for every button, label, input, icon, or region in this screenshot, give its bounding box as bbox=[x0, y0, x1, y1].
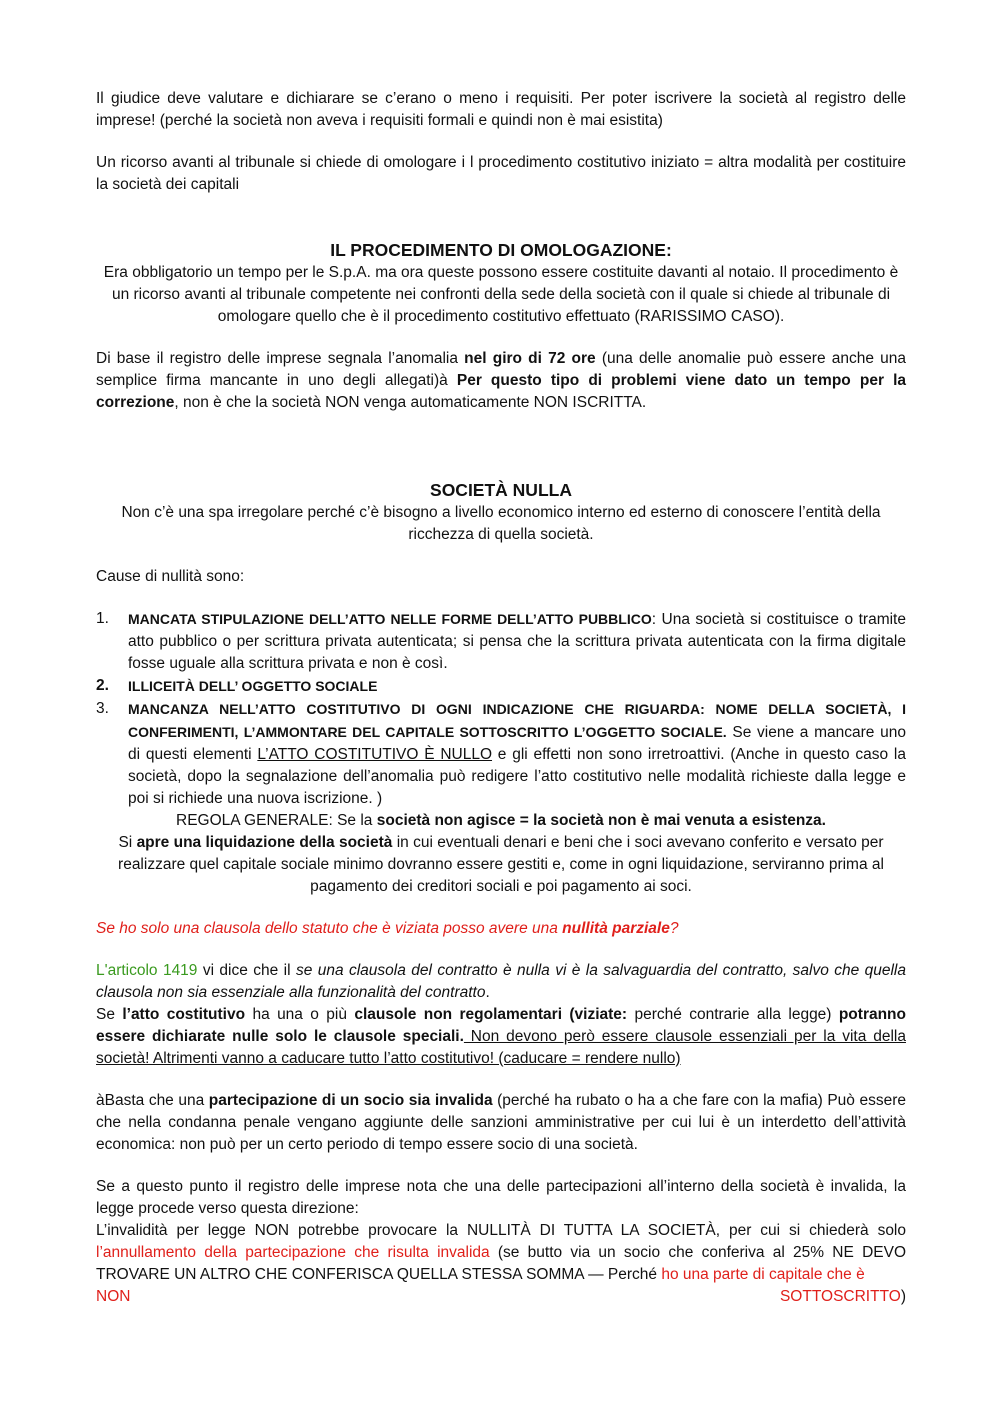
paragraph-spa-irregolare: Non c’è una spa irregolare perché c’è bisogno a livello economico interno ed esterno di conoscere l’entità della ricchezza di quella società. bbox=[121, 504, 881, 543]
paragraph-regola-generale: REGOLA GENERALE: Se la società non agisce = la società non è mai venuta a esistenza. bbox=[176, 812, 826, 829]
paragraph-omologazione: Era obbligatorio un tempo per le S.p.A. ma ora queste possono essere costituite davanti al notaio. Il procedimento è un ricorso avanti al tribunale competente nei confronti della sede della società con il quale si chiede al tribunale di omologare quello che è il procedimento costitutivo effettuato (RARISSIMO CASO). bbox=[103, 264, 899, 325]
paragraph-registro-anomalia: Di base il registro delle imprese segnala l’anomalia nel giro di 72 ore (una delle anomalie può essere anche una semplice firma mancante in uno degli allegati)à Per questo tipo di problemi viene dato un tempo per la correzione, non è che la società NON venga automaticamente NON ISCRITTA. bbox=[96, 350, 907, 411]
document-page bbox=[96, 88, 906, 1308]
paragraph-partecipazione-invalida: àBasta che una partecipazione di un socio sia invalida (perché ha rubato o ha a che fare con la mafia) Può essere che nella condanna penale vengano aggiunte delle sanzioni amministrative per cui lui è un interdetto dell’attività economica: non può per un certo periodo di tempo essere socio di una società. bbox=[96, 1092, 906, 1153]
paragraph-cause-nullita: Cause di nullità sono: bbox=[96, 568, 245, 585]
list-item: 2. ILLICEITÀ DELL’ OGGETTO SOCIALE bbox=[96, 677, 378, 694]
paragraph-ricorso: Un ricorso avanti al tribunale si chiede di omologare i l procedimento costitutivo iniziato = altra modalità per costituire la società dei capitali bbox=[96, 154, 906, 193]
heading-omologazione: IL PROCEDIMENTO DI OMOLOGAZIONE: bbox=[330, 240, 672, 260]
list-item: 3. MANCANZA NELL’ATTO COSTITUTIVO DI OGNI INDICAZIONE CHE RIGUARDA: NOME DELLA SOCIETÀ, I CONFERIMENTI, L’AMMONTARE DEL CAPITALE SOTTOSCRITTO L’OGGETTO SOCIALE. Se viene a mancare uno di questi elementi L’ATTO COSTITUTIVO È NULLO e gli effetti non sono irretroattivi. (Anche in questo caso la società, dopo la segnalazione dell’anomalia può redigere l’atto costitutivo nelle modalità richieste dalla legge e poi si richiede una nuova iscrizione. ) bbox=[96, 700, 906, 807]
paragraph-atto-costitutivo: Se l’atto costitutivo ha una o più clausole non regolamentari (viziate: perché contrarie alla legge) potranno essere dichiarate nulle solo le clausole speciali. Non devono però essere clausole essenziali per la vita della società! Altrimenti vanno a caducare tutto l’atto costitutivo! (caducare = rendere nullo) bbox=[96, 1006, 906, 1067]
paragraph-registro-partecipazioni: Se a questo punto il registro delle imprese nota che una delle partecipazioni all’interno della società è invalida, la legge procede verso questa direzione: bbox=[96, 1178, 906, 1217]
causes-list bbox=[96, 608, 906, 810]
paragraph-articolo-1419: L'articolo 1419 vi dice che il se una clausola del contratto è nulla vi è la salvaguardia del contratto, salvo che quella clausola non sia essenziale alla funzionalità del contratto. bbox=[96, 962, 906, 1001]
heading-societa-nulla: SOCIETÀ NULLA bbox=[430, 480, 572, 500]
list-item: 1. MANCATA STIPULAZIONE DELL’ATTO NELLE FORME DELL’ATTO PUBBLICO: Una società si costituisce o tramite atto pubblico o per scrittura privata autenticata; si pensa che la scrittura privata autenticata con la firma digitale fosse uguale alla scrittura privata e non è così. bbox=[96, 610, 906, 672]
paragraph-invalidita: L’invalidità per legge NON potrebbe provocare la NULLITÀ DI TUTTA LA SOCIETÀ, per cui si chiederà solo l’annullamento della partecipazione che risulta invalida (se butto via un socio che conferiva al 25% NE DEVO TROVARE UN ALTRO CHE CONFERISCA QUELLA STESSA SOMMA — Perché ho una parte di capitale che è bbox=[96, 1222, 906, 1283]
paragraph-giudice: Il giudice deve valutare e dichiarare se c’erano o meno i requisiti. Per poter iscrivere la società al registro delle imprese! (perché la società non aveva i requisiti formali e quindi non è mai esistita) bbox=[96, 90, 906, 129]
question-nullita-parziale: Se ho solo una clausola dello statuto che è viziata posso avere una nullità parziale? bbox=[96, 920, 679, 937]
paragraph-liquidazione: Si apre una liquidazione della società in cui eventuali denari e beni che i soci avevano conferito e versato per realizzare quel capitale sociale minimo dovranno essere gestiti e, come in ogni liquidazione, serviranno prima al pagamento dei creditori sociali e poi pagamento ai soci. bbox=[118, 834, 884, 895]
paragraph-invalidita-end: NON SOTTOSCRITTO) bbox=[96, 1288, 906, 1305]
